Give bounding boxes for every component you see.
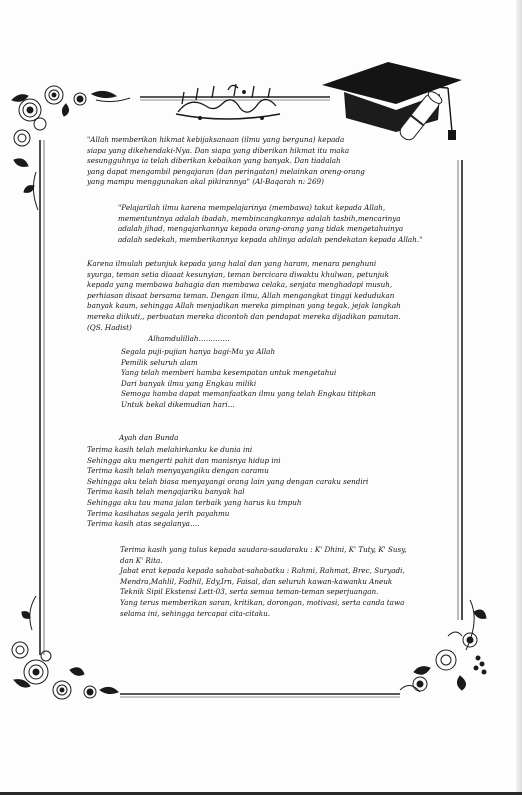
- acknowledgements: [120, 545, 407, 619]
- parents-poem: [87, 445, 368, 530]
- text-line: Terima kasihatas segala jerih payahmu: [87, 508, 230, 518]
- text-line: "Pelajarilah ilmu karena mempelajarinya (membawa) takut kepada Allah,: [118, 203, 386, 212]
- graduation-cap-and-diploma-icon: [322, 62, 462, 143]
- alhamdulillah-heading: Alhamdulillah………….: [148, 334, 230, 343]
- text-line: dan K' Rita.: [120, 555, 163, 565]
- text-line: Terima kasih telah melahirkanku ke dunia ini: [87, 445, 253, 454]
- text-line: Pemilik seluruh alam: [121, 357, 198, 367]
- text-line: Terima kasih telah mengajariku banyak hal: [87, 487, 245, 497]
- text-line: selama ini, sehingga tercapai cita-citaku.: [120, 608, 271, 618]
- text-line: "Allah memberikan hikmat kebijaksanaan (ilmu yang berguna) kepada: [87, 135, 345, 144]
- text-line: sesungguhnya ia telah diberikan kebaikan yang banyak. Dan tiadalah: [87, 156, 341, 166]
- text-line: Dari banyak ilmu yang Engkau miliki: [121, 378, 257, 388]
- text-line: Terima kasih yang tulus kepada saudara-saudaraku : K' Dhini, K' Tuty, K' Susy,: [120, 545, 407, 554]
- rose-vine-icon: [12, 596, 118, 699]
- grape-vine-icon: [400, 600, 486, 692]
- text-line: Karena ilmulah petunjuk kepada yang halal dan yang haram, menara penghuni: [87, 259, 377, 268]
- text-line: adalah sedekah, memberikannya kepada ahlinya adalah pendekatan kepada Allah.": [118, 234, 423, 244]
- text-line: Teknik Sipil Ekstensi Lett-03, serta semua teman-teman seperjuangan.: [120, 587, 379, 597]
- text-line: adalah jihad, mengajarkannya kepada orang-orang yang tidak mengetahuinya: [118, 224, 404, 234]
- text-line: perhiasan disaat bersama teman. Dengan ilmu, Allah mengangkat tinggi kedudukan: [87, 290, 395, 300]
- text-line: Semoga hamba dapat memanfaatkan ilmu yang telah Engkau titipkan: [121, 389, 376, 399]
- text-line: Segala puji-pujian hanya bagi-Mu ya Allah: [121, 347, 276, 356]
- text-line: yang dapat mengambil pengajaran (dan peringatan) melainkan oreng-orang: [87, 166, 365, 176]
- text-line: Yang telah memberi hamba kesempatan untuk mengetahui: [121, 368, 337, 378]
- ayah-bunda-heading: Ayah dan Bunda: [119, 433, 179, 442]
- text-line: banyak kaum, sehingga Allah menjadikan mereka pimpinan yang tegak, jejak langkah: [87, 301, 401, 311]
- text-line: Sehingga aku telah biasa menyayangi orang lain yang dengan caraku sendiri: [87, 476, 369, 486]
- text-line: Terima kasih telah menyayangiku dengan caramu: [87, 466, 269, 476]
- text-line: mereka diikuti,, perbuatan mereka dicontoh dan pendapat mereka dijadikan panutan.: [87, 311, 401, 321]
- bismillah-calligraphy: [176, 84, 280, 119]
- hadith-quote: [118, 203, 422, 245]
- text-line: Sehingga aku mengerti pahit dan manisnya hidup ini: [87, 455, 281, 465]
- text-line: kepada yang membawa bahagia dan membawa celaka, senjata menghadapi musuh,: [87, 280, 393, 290]
- praise-poem: [121, 347, 376, 411]
- text-line: Jabat erat kepada kepada sahabat-sahabatku : Rahmi, Rahmat, Brec, Suryadi,: [120, 566, 405, 576]
- text-line: Terima kasih atas segalanya….: [87, 519, 200, 529]
- knowledge-paragraph: [87, 259, 401, 333]
- text-line: Sehingga aku tau mana jalan terbaik yang harus ku tmpuh: [87, 497, 302, 507]
- text-line: yang mampu menggunakan akal pikirannya" (Al-Baqarah n: 269): [87, 177, 324, 187]
- text-line: siapa yang dikehendaki-Nya. Dan siapa yang diberikan hikmat itu maka: [87, 145, 350, 155]
- text-line: Untuk bekal dikemudian hari…: [121, 399, 235, 409]
- text-line: mementuntnya adalah ibadah, membincangkannya adalah tasbih,mencarinya: [118, 213, 401, 223]
- text-line: (QS. Hadist): [87, 322, 132, 332]
- text-line: syurga, teman setia diaaat kesunyian, teman bercicara diwaktu khulwan, petunjuk: [87, 269, 389, 279]
- quran-quote: [87, 135, 365, 188]
- text-line: Mendra,Mahlil, Fadhil, Edy,Irn, Faisal, dan seluruh kawan-kawanku Aneuk: [120, 576, 393, 586]
- text-line: Yang terus memberikan saran, kritikan, dorongan, motivasi, serta canda tawa: [120, 597, 405, 607]
